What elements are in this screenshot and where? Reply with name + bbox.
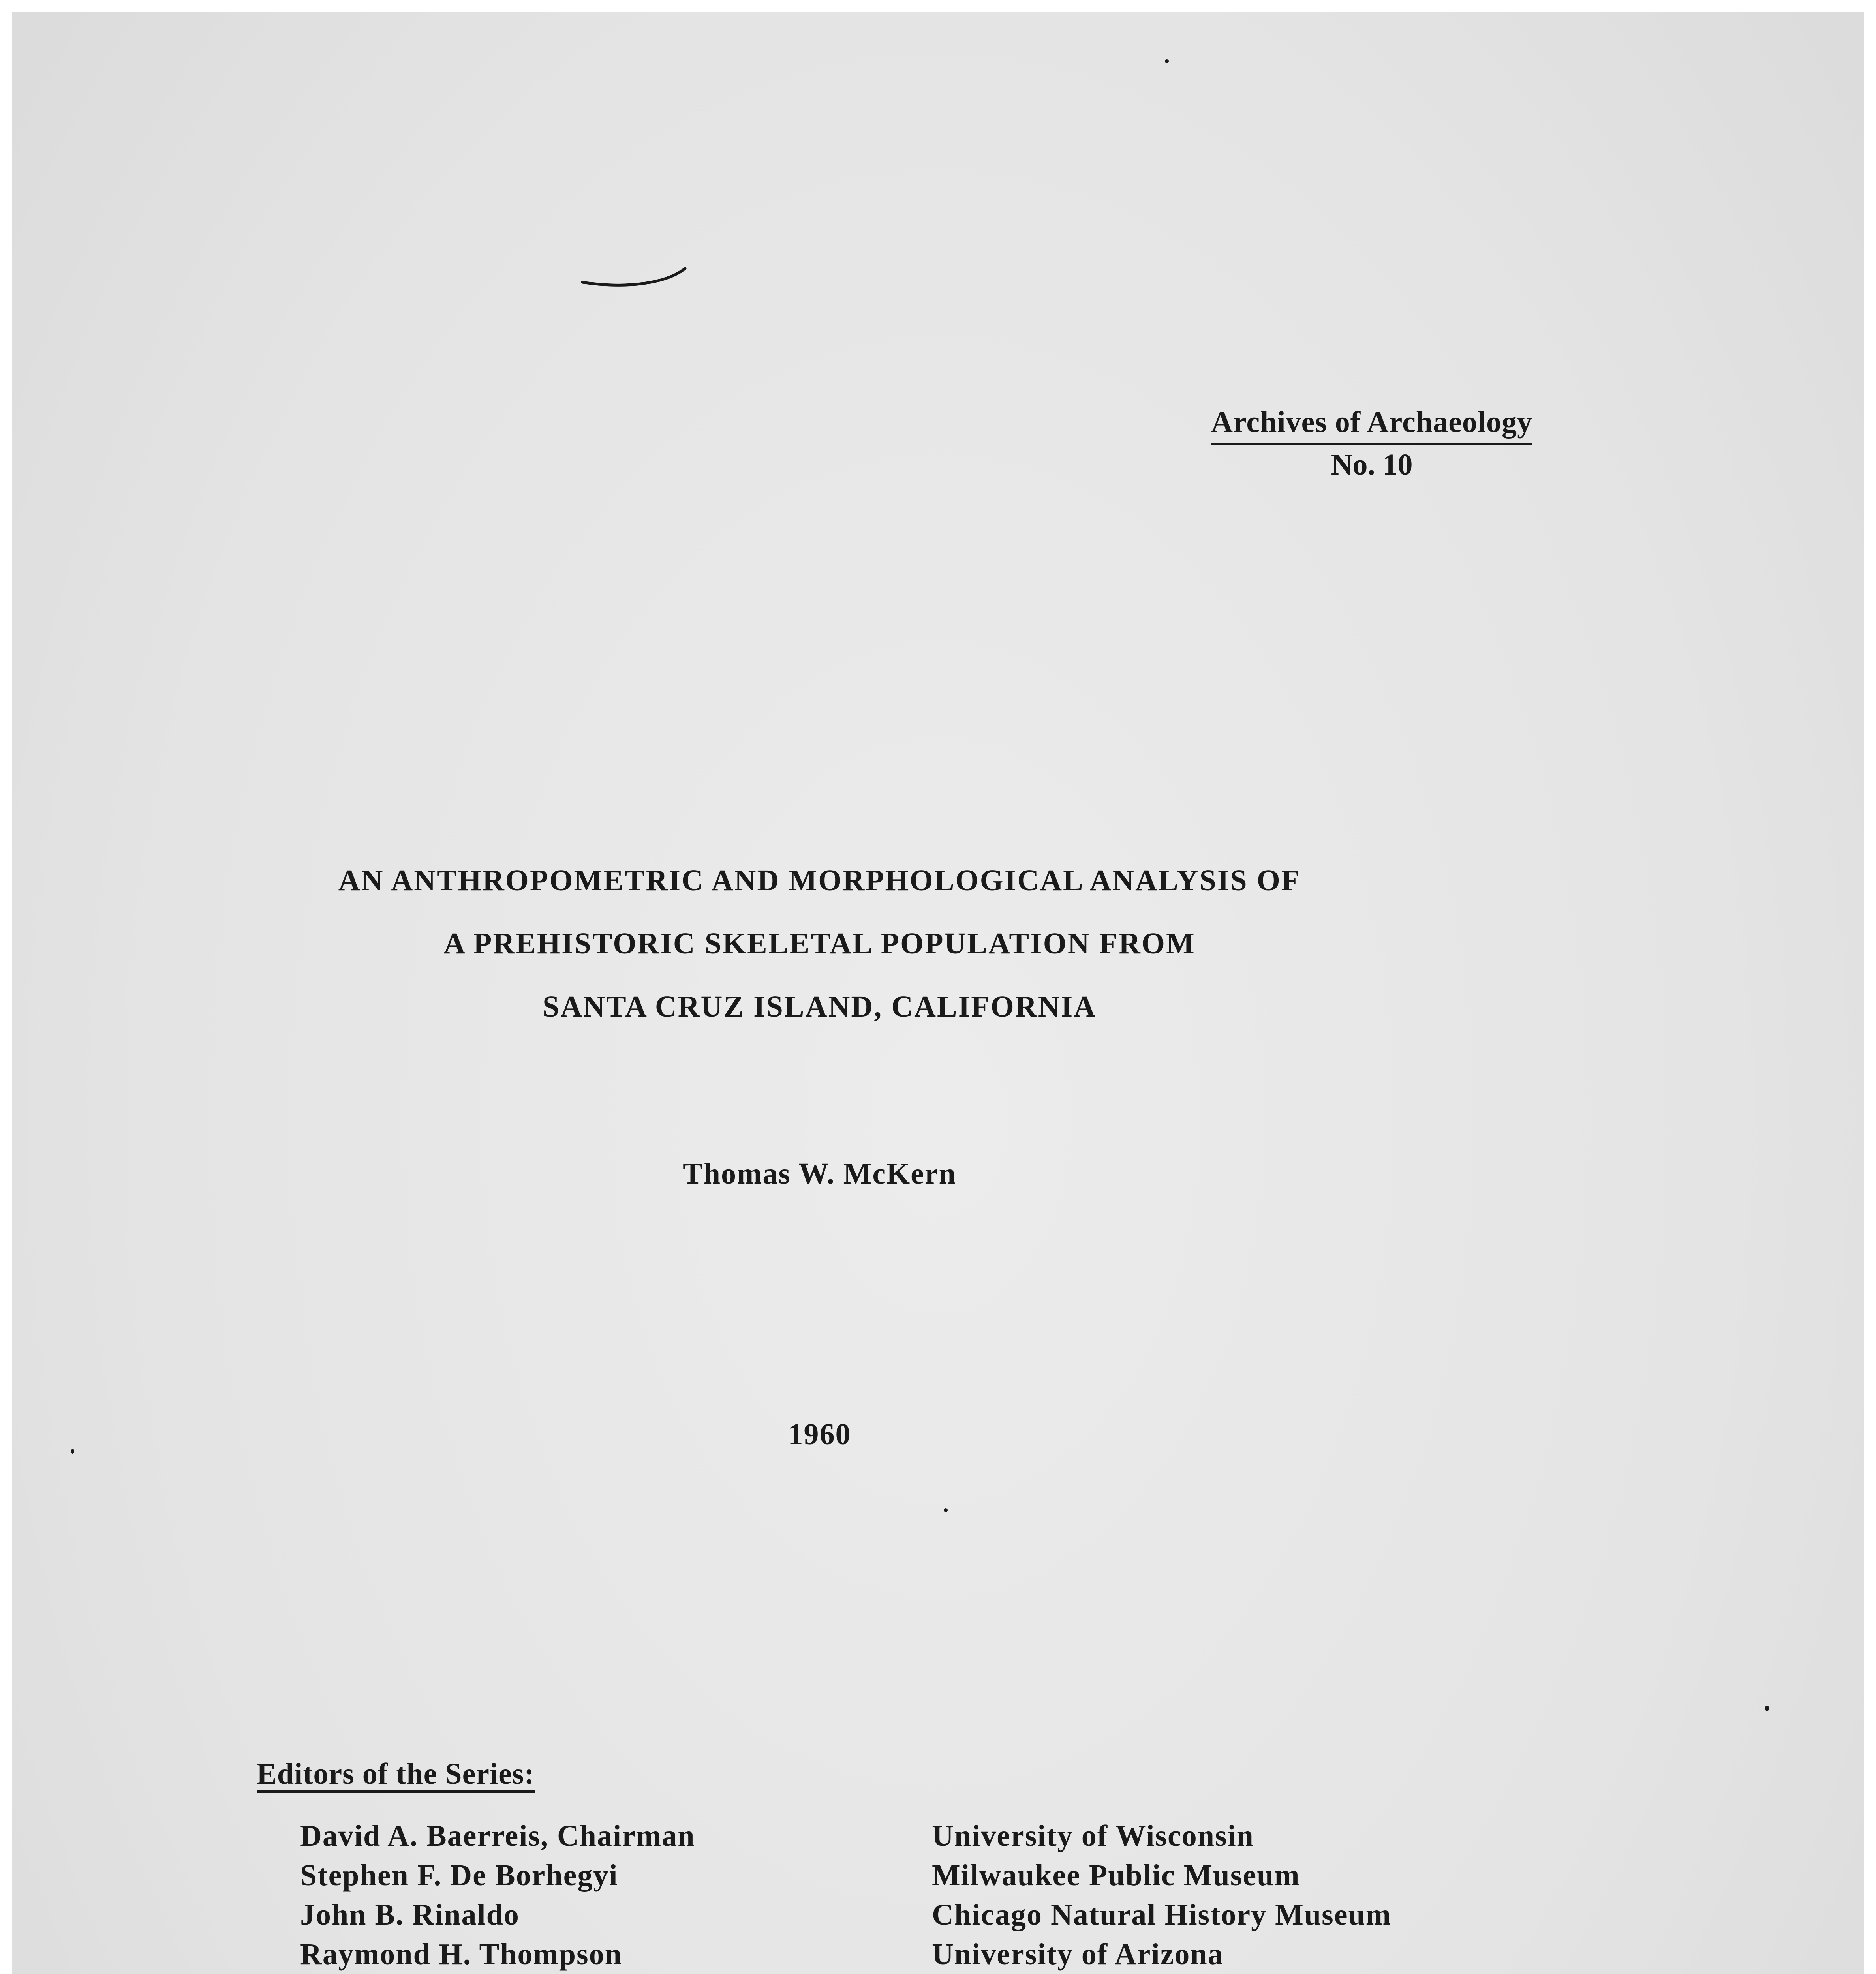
- editors-heading: [257, 1757, 535, 1791]
- title-line: AN ANTHROPOMETRIC AND MORPHOLOGICAL ANALYSIS OF: [338, 864, 1301, 897]
- editor-name: Raymond H. Thompson: [300, 1938, 622, 1971]
- document-page: [12, 12, 1864, 1974]
- ink-speck: [1765, 1706, 1769, 1711]
- editor-name: Stephen F. De Borhegyi: [300, 1859, 618, 1892]
- editor-affiliation: University of Wisconsin: [932, 1819, 1254, 1852]
- series-number: No. 10: [1331, 448, 1413, 481]
- editor-affiliation: Milwaukee Public Museum: [932, 1859, 1300, 1892]
- editor-row: [300, 1935, 1603, 1974]
- editor-affiliation: University of Arizona: [932, 1938, 1224, 1971]
- editor-row: [300, 1856, 1603, 1895]
- title-line: SANTA CRUZ ISLAND, CALIFORNIA: [542, 990, 1097, 1023]
- editors-heading-text: Editors of the Series:: [257, 1757, 535, 1793]
- document-title: [12, 849, 1864, 1038]
- editor-row: [300, 1895, 1603, 1935]
- editor-name: David A. Baerreis, Chairman: [300, 1819, 695, 1852]
- editor-affiliation: Chicago Natural History Museum: [932, 1898, 1392, 1931]
- editors-list: [300, 1816, 1603, 1974]
- series-block: [1211, 403, 1532, 484]
- ink-speck: [944, 1508, 948, 1512]
- series-name: Archives of Archaeology: [1211, 403, 1532, 445]
- ink-speck: [71, 1449, 74, 1454]
- ink-speck: [1165, 59, 1169, 63]
- pen-mark: [580, 265, 687, 288]
- editor-name: John B. Rinaldo: [300, 1898, 520, 1931]
- title-line: A PREHISTORIC SKELETAL POPULATION FROM: [443, 927, 1196, 960]
- publication-year: 1960: [788, 1418, 851, 1451]
- editor-row: [300, 1816, 1603, 1856]
- author-name: Thomas W. McKern: [683, 1157, 956, 1190]
